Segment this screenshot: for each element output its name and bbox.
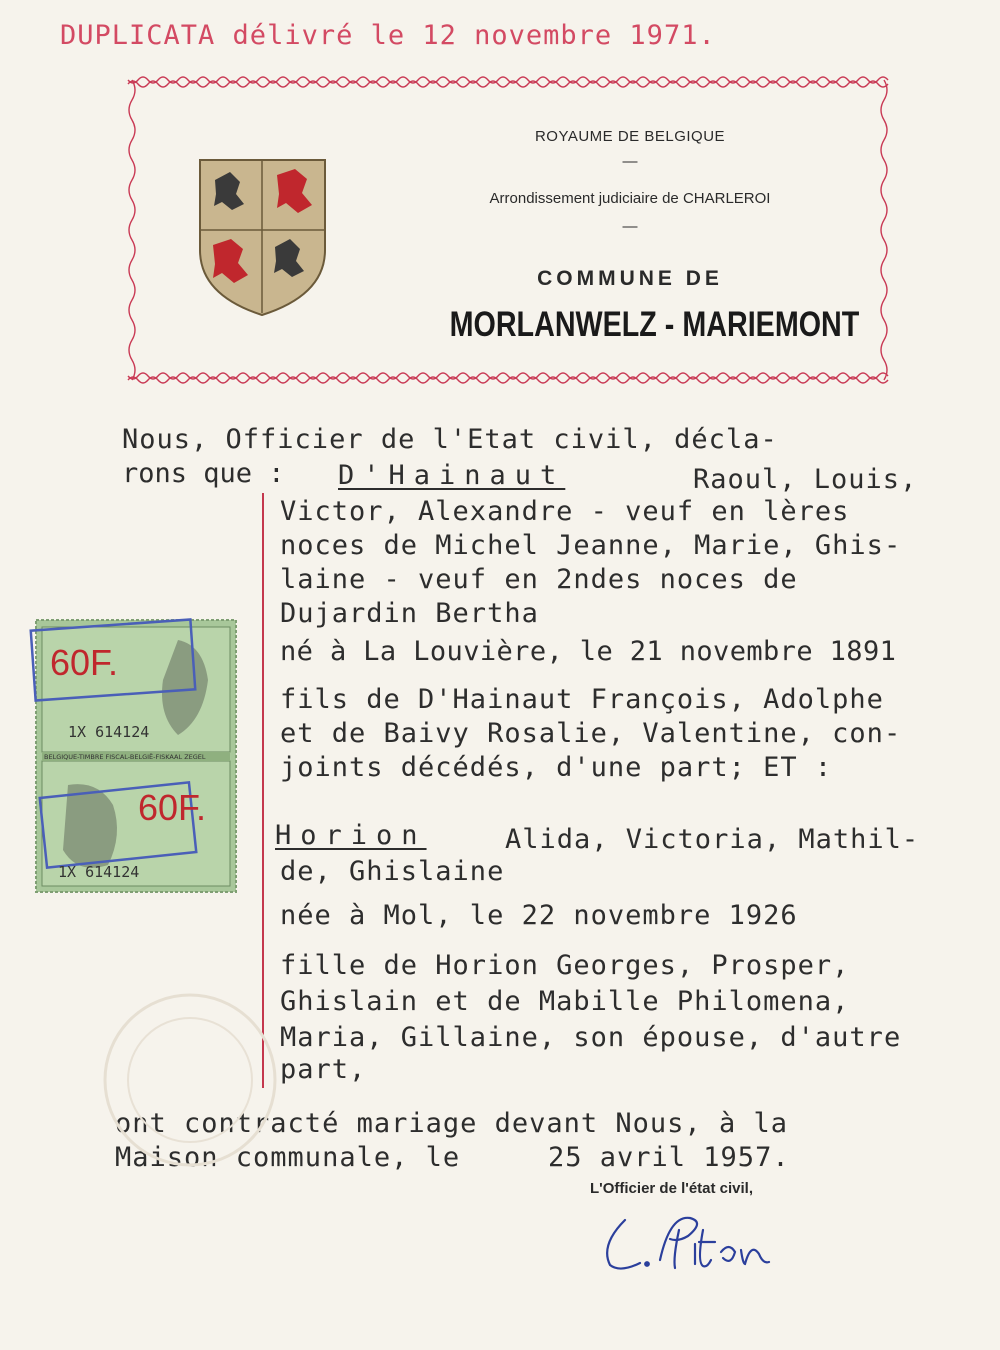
coat-of-arms-icon [195,155,330,320]
bride-given-names: Alida, Victoria, Mathil- [505,824,920,855]
commune-name: MORLANWELZ - MARIEMONT [449,305,860,344]
groom-parents-line: joints décédés, d'une part; ET : [280,752,833,783]
header-separator: — [622,218,638,235]
bride-surname: Horion [275,820,427,851]
groom-given-names: Raoul, Louis, [693,464,918,495]
fiscal-stamp [28,615,243,895]
stamp-value-top: 60F. [50,642,119,683]
bride-parents-line: fille de Horion Georges, Prosper, [280,950,850,981]
bride-parents-line: Ghislain et de Mabille Philomena, [280,986,850,1017]
closing-line: ont contracté mariage devant Nous, à la [115,1108,788,1139]
groom-parents-line: fils de D'Hainaut François, Adolphe [280,684,884,715]
stamp-value-bottom: 60F. [138,787,207,828]
groom-detail-line: Dujardin Bertha [280,598,539,629]
judicial-district: Arrondissement judiciaire de CHARLEROI [489,190,771,207]
bride-parents-line: part, [280,1054,367,1085]
act-intro-line: Nous, Officier de l'Etat civil, décla- [122,424,778,455]
signature-label: L'Officier de l'état civil, [590,1180,754,1197]
groom-detail-line: laine - veuf en 2ndes noces de [280,564,798,595]
signature [595,1200,805,1285]
bride-given-names-cont: de, Ghislaine [280,856,505,887]
stamp-serial-top: 1X 614124 [68,723,150,741]
groom-detail-line: noces de Michel Jeanne, Marie, Ghis- [280,530,902,561]
groom-detail-line: Victor, Alexandre - veuf en lères [280,496,850,527]
groom-surname: D'Hainaut [338,460,566,491]
stamp-serial-bottom: 1X 614124 [58,863,140,881]
commune-label: COMMUNE DE [537,267,723,290]
groom-birth: né à La Louvière, le 21 novembre 1891 [280,636,897,667]
groom-parents-line: et de Baivy Rosalie, Valentine, con- [280,718,902,749]
marriage-date: 25 avril 1957. [548,1142,790,1173]
header-separator: — [622,153,638,170]
duplicata-note: DUPLICATA délivré le 12 novembre 1971. [60,20,716,51]
bride-birth: née à Mol, le 22 novembre 1926 [280,900,798,931]
bride-parents-line: Maria, Gillaine, son épouse, d'autre [280,1022,902,1053]
stamp-band-text: BELGIQUE-TIMBRE FISCAL-BELGIË-FISKAAL ZEGEL [44,753,206,761]
closing-line: Maison communale, le [115,1142,461,1173]
kingdom-heading: ROYAUME DE BELGIQUE [534,128,726,145]
act-intro-line: rons que : [122,458,285,489]
embossed-seal [100,990,280,1170]
